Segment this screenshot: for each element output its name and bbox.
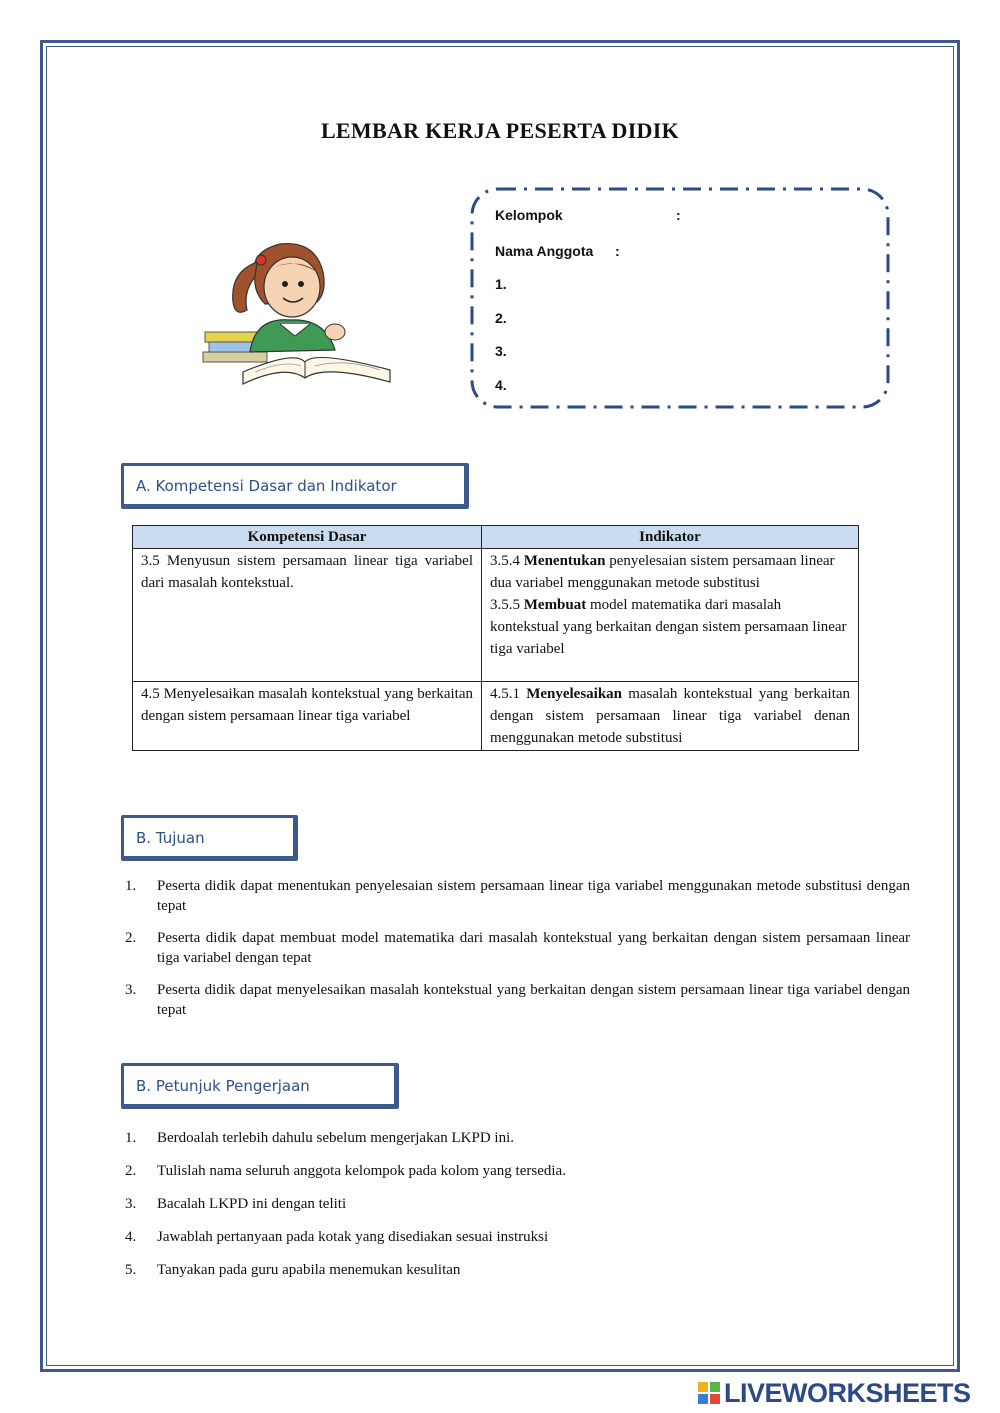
list-item [120, 876, 910, 916]
list-number: 2. [125, 930, 137, 946]
section-c-heading: B. Petunjuk Pengerjaan [121, 1063, 399, 1109]
list-item [120, 980, 910, 1020]
competency-table [132, 525, 859, 751]
indicator-num: 3.5.4 [490, 553, 520, 569]
nama-anggota-label: Nama Anggota [495, 243, 594, 259]
member-3: 3. [495, 343, 507, 359]
kelompok-label: Kelompok [495, 207, 563, 223]
indicator-text: model matematika dari masalah kontekstual yang berkaitan dengan sistem persamaan linear tiga variabel [490, 597, 847, 657]
list-item [120, 1161, 910, 1181]
liveworksheets-icon [698, 1382, 720, 1404]
section-a-heading: A. Kompetensi Dasar dan Indikator [121, 463, 469, 509]
list-text: Peserta didik dapat menentukan penyelesaian sistem persamaan linear tiga variabel menggunakan metode substitusi dengan tepat [157, 878, 910, 914]
indicator-verb: Menentukan [523, 553, 606, 569]
kd-cell: 4.5 Menyelesaikan masalah kontekstual yang berkaitan dengan sistem persamaan linear tiga variabel [133, 682, 482, 751]
list-number: 5. [125, 1262, 137, 1278]
list-text: Tulislah nama seluruh anggota kelompok pada kolom yang tersedia. [157, 1163, 566, 1179]
identity-box [470, 187, 890, 409]
girl-reading-illustration [195, 232, 405, 392]
indicator-num: 4.5.1 [490, 686, 520, 702]
member-1: 1. [495, 276, 507, 292]
list-text: Tanyakan pada guru apabila menemukan kesulitan [157, 1262, 461, 1278]
list-item [120, 928, 910, 968]
table-header-row [133, 526, 859, 549]
list-text: Bacalah LKPD ini dengan teliti [157, 1196, 347, 1212]
page-title: LEMBAR KERJA PESERTA DIDIK [320, 118, 680, 143]
list-text: Jawablah pertanyaan pada kotak yang disediakan sesuai instruksi [157, 1229, 549, 1245]
section-b-heading: B. Tujuan [121, 815, 298, 861]
list-item [120, 1128, 910, 1148]
list-number: 1. [125, 1130, 137, 1146]
list-item [120, 1227, 910, 1247]
column-header-kd: Kompetensi Dasar [133, 526, 482, 549]
brand-text: LIVEWORKSHEETS [724, 1378, 971, 1408]
indicator-cell [482, 549, 859, 682]
list-text: Peserta didik dapat membuat model matematika dari masalah kontekstual yang berkaitan dengan sistem persamaan linear tiga variabel dengan tepat [157, 930, 910, 966]
list-number: 2. [125, 1163, 137, 1179]
instructions-list [120, 1128, 910, 1280]
list-number: 1. [125, 878, 137, 894]
liveworksheets-logo[interactable] [698, 1378, 971, 1408]
indicator-cell [482, 682, 859, 751]
indicator-verb: Membuat [523, 597, 587, 613]
member-2: 2. [495, 310, 507, 326]
list-item [120, 1194, 910, 1214]
table-row [133, 682, 859, 751]
member-4: 4. [495, 377, 507, 393]
objectives-list [120, 876, 910, 1020]
list-text: Peserta didik dapat menyelesaikan masalah kontekstual yang berkaitan dengan sistem persamaan linear tiga variabel dengan tepat [157, 982, 910, 1018]
indicator-text: masalah kontekstual yang berkaitan dengan sistem persamaan linear tiga variabel denan menggunakan metode substitusi [490, 686, 851, 746]
nama-anggota-colon: : [615, 243, 620, 259]
list-number: 3. [125, 1196, 137, 1212]
kelompok-colon: : [676, 207, 681, 223]
list-item [120, 1260, 910, 1280]
list-text: Berdoalah terlebih dahulu sebelum mengerjakan LKPD ini. [157, 1130, 514, 1146]
list-number: 3. [125, 982, 137, 998]
indicator-verb: Menyelesaikan [526, 686, 623, 702]
kd-cell: 3.5 Menyusun sistem persamaan linear tiga variabel dari masalah kontekstual. [133, 549, 482, 682]
table-row [133, 549, 859, 682]
column-header-indikator: Indikator [482, 526, 859, 549]
indicator-num: 3.5.5 [490, 597, 520, 613]
list-number: 4. [125, 1229, 137, 1245]
indicator-text: penyelesaian sistem persamaan linear dua variabel menggunakan metode substitusi [490, 553, 835, 591]
